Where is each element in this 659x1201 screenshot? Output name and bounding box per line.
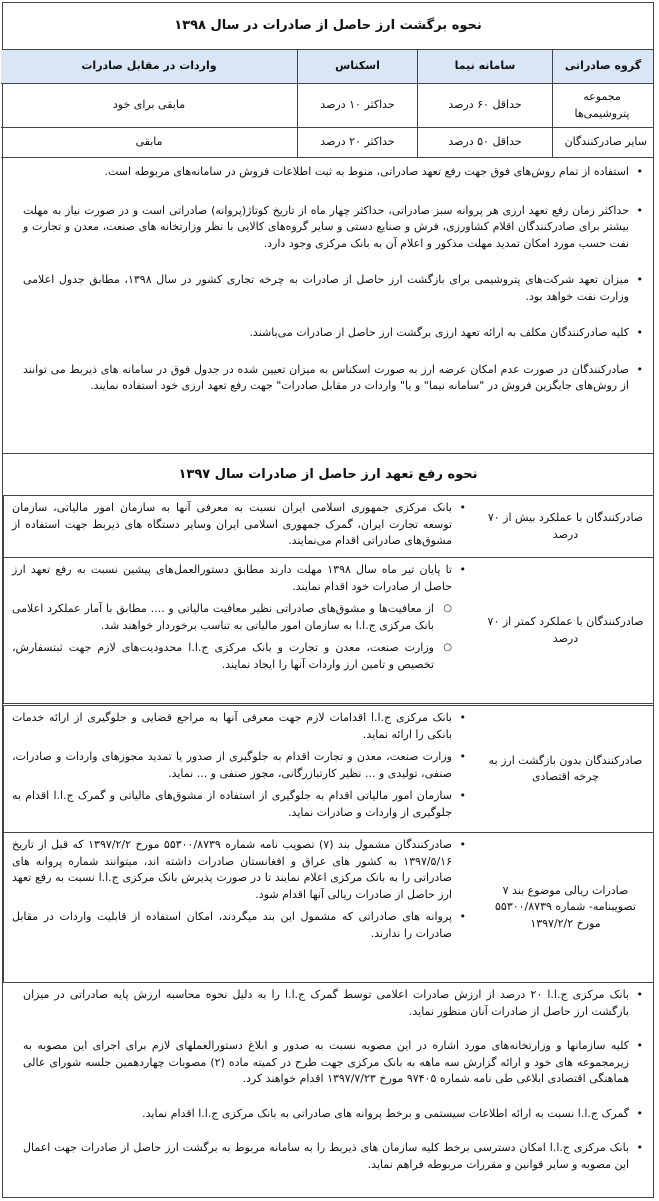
table-cell: حداقل ۵۰ درصد <box>417 128 552 158</box>
row-bullet: • تا پایان تیر ماه سال ۱۳۹۸ مهلت دارند مطابق دستورالعمل‌های پیشین نسبت به رفع تعهد ارز حاصل از صادرات خود اقدام نمایند. <box>12 562 452 595</box>
table-cell: حداکثر ۱۰ درصد <box>297 84 417 128</box>
title-1397: نحوه رفع تعهد ارز حاصل از صادرات سال ۱۳۹۷ <box>3 454 653 496</box>
note-item: • میزان تعهد شرکت‌های پتروشیمی برای بازگشت ارز حاصل از صادرات به چرخه تجاری کشور در سال ۱۳۹۸، مطابق جدول اعلامی وزارت نفت خواهد بود. <box>23 272 629 305</box>
row-bullet: • بانک مرکزی جمهوری اسلامی ایران نسبت به معرفی آنها به سازمان امور مالیاتی، سازمان توسعه تجارت ایران، گمرک جمهوری اسلامی ایران وسایر دستگاه های ذیربط جهت استفاده از مشوق‌های صادراتی اقدام می‌نمایند. <box>12 500 452 550</box>
note-item: • بانک مرکزی ج.ا.ا امکان دسترسی برخط کلیه سازمان های ذیربط را به سامانه مربوط به برگشت ارز حاصل از صادرات جهت اعمال این مصوبه و سایر قوانین و مقررات مربوطه فراهم نماید. <box>23 1140 629 1173</box>
final-notes <box>3 983 653 1177</box>
row-label: صادرکنندگان با عملکرد بیش از ۷۰ درصد <box>487 511 644 541</box>
document <box>2 2 654 1198</box>
row-bullet: • وزارت صنعت، معدن و تجارت اقدام به جلوگیری از صدور یا تمدید مجوزهای واردات و صادرات، صنفی، تولیدی و ... نظیر کارتبازرگانی، مجوز صنفی و ... نماید. <box>12 749 452 782</box>
table-cell: مابقی <box>1 128 297 158</box>
header-nima: سامانه نیما <box>417 50 552 84</box>
row-bullet: • پروانه های صادراتی که مشمول این بند میگردند، امکان استفاده از قابلیت واردات در مقابل صادرات را ندارند. <box>12 909 452 942</box>
note-item: • صادرکنندگان در صورت عدم امکان عرضه ارز به صورت اسکناس به میزان تعیین شده در جدول فوق در سامانه های ذیربط می توانند از روش‌های جایگزین فروش در "سامانه نیما" و یا" واردات در مقابل صادرات" جهت رفع تعهد ارزی خود استفاده نمایند. <box>23 362 629 395</box>
note-item: • گمرک ج.ا.ا نسبت به ارائه اطلاعات سیستمی و برخط پروانه های صادراتی به بانک مرکزی ج.ا.ا اقدام نماید. <box>23 1106 629 1123</box>
row-label: صادرکنندگان با عملکرد کمتر از ۷۰ درصد <box>487 615 644 645</box>
title-1398: نحوه برگشت ارز حاصل از صادرات در سال ۱۳۹۸ <box>3 3 653 50</box>
row-body <box>3 496 478 557</box>
table-header-row <box>3 50 653 84</box>
table-cell: سایر صادرکنندگان <box>552 128 653 158</box>
table-cell: حداکثر ۲۰ درصد <box>297 128 417 158</box>
row-1397 <box>3 496 653 558</box>
row-bullet: • سازمان امور مالیاتی اقدام به جلوگیری از استفاده از مشوق‌های مالیاتی و گمرک ج.ا.ا اقدام به جلوگیری از واردات و صادرات نماید. <box>12 788 452 821</box>
row-label: صادرات ریالی موضوع بند ۷ تصویبنامه- شماره ۵۵۳۰۰/۸۷۳۹ مورخ ۱۳۹۷/۲/۲ <box>495 883 636 930</box>
table-cell: حداقل ۶۰ درصد <box>417 84 552 128</box>
row-body <box>3 558 478 703</box>
header-cash: اسکناس <box>297 50 417 84</box>
note-item: • بانک مرکزی ج.ا.ا ۲۰ درصد از ارزش صادرات اعلامی توسط گمرک ج.ا.ا را به دلیل نحوه محاسبه ارزش پایه صادراتی در میزان بازگشت ارز حاصل از صادرات آنان منظور نماید. <box>23 987 629 1020</box>
row-label: صادرکنندگان بدون بازگشت ارز به چرخه اقتصادی <box>488 753 643 783</box>
row-1397 <box>3 706 653 833</box>
notes-1398 <box>3 158 653 454</box>
table-cell: مجموعه پتروشیمی‌ها <box>552 84 653 128</box>
row-1397 <box>3 558 653 706</box>
note-item: • کلیه صادرکنندگان مکلف به ارائه تعهد ارزی برگشت ارز حاصل از صادرات می‌باشند. <box>23 325 629 342</box>
row-bullet: • صادرکنندگان مشمول بند (۷) تصویب نامه شماره ۵۵۳۰۰/۸۷۳۹ مورخ ۱۳۹۷/۲/۲ که قبل از تاریخ ۱۳۹۷/۵/۱۶ به کشور های عراق و افغانستان صادرات داشته اند، میتوانند شماره پروانه های صادراتی را به بانک مرکزی اعلام نمایند تا در صورت پذیرش بانک مرکزی ج.ا.ا نسبت به رفع تعهد ارز حاصل از صادرات ریالی آنها اقدام شود. <box>12 837 452 903</box>
table-row <box>3 128 653 158</box>
header-export-group: گروه صادراتی <box>552 50 653 84</box>
table-cell: مابقی برای خود <box>1 84 297 128</box>
row-body <box>3 833 478 982</box>
row-bullet: • بانک مرکزی ج.ا.ا اقدامات لازم جهت معرفی آنها به مراجع قضایی و جلوگیری از ارائه خدمات بانکی را ارائه نماید. <box>12 710 452 743</box>
row-sub-bullet: ○ وزارت صنعت، معدن و تجارت و بانک مرکزی ج.ا.ا محدودیت‌های لازم جهت ثبتسفارش، تخصیص و تامین ارز واردات آنها را ایجاد نمایند. <box>12 640 452 673</box>
row-body <box>3 706 478 832</box>
header-import-vs-export: واردات در مقابل صادرات <box>1 50 297 84</box>
note-item: • حداکثر زمان رفع تعهد ارزی هر پروانه سبز صادراتی، حداکثر چهار ماه از تاریخ کوتاژ(پروانه) صادراتی است و در صورت نیاز به مهلت بیشتر برای صادرکنندگان اقلام کشاورزی، فرش و صنایع دستی و سایر گروه‌های کالایی با نظر وزارتخانه های صنعت، معدن و تجارت و نفت حسب مورد امکان تمدید مهلت مذکور و اعلام آن به بانک مرکزی وجود دارد. <box>23 203 629 253</box>
row-sub-bullet: ○ از معافیت‌ها و مشوق‌های صادراتی نظیر معافیت مالیاتی و .... مطابق با آمار عملکرد اعلامی بانک مرکزی ج.ا.ا به سازمان امور مالیاتی به تناسب برخوردار خواهند شد. <box>12 601 452 634</box>
note-item: • استفاده از تمام روش‌های فوق جهت رفع تعهد صادراتی، منوط به ثبت اطلاعات فروش در سامانه‌های مربوطه است. <box>23 164 629 181</box>
table-row <box>3 84 653 128</box>
row-1397 <box>3 833 653 983</box>
note-item: • کلیه سازمانها و وزارتخانه‌های مورد اشاره در این مصوبه نسبت به صدور و ابلاغ دستورالعملهای لازم برای اجرای این مصوبه به زیرمجموعه های خود و ارائه گزارش سه ماهه به بانک مرکزی جهت طرح در کمیته ماده (۲) مصوبات چهاردهمین جلسه شورای عالی هماهنگی اقتصادی ابلاغی طی نامه شماره ۹۷۴۰۵ مورخ ۱۳۹۷/۷/۲۳ اقدام خواهند کرد. <box>23 1038 629 1088</box>
